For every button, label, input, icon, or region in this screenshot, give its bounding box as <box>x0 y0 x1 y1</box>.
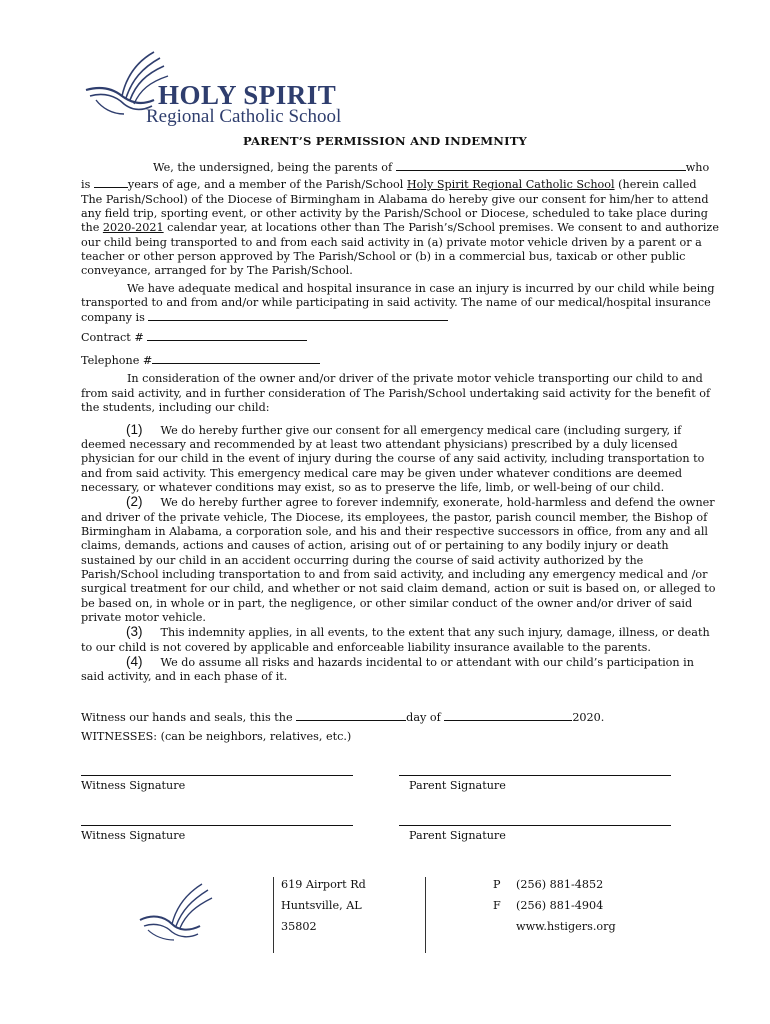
witness-date-line: Witness our hands and seals, this the day of 2020. <box>81 711 605 724</box>
contract-label: Contract # <box>81 330 144 344</box>
address-zip: 35802 <box>281 920 317 933</box>
logo-subtitle: Regional Catholic School <box>146 106 342 127</box>
insurance-company-field[interactable] <box>148 310 448 321</box>
parent-signature-label-1: Parent Signature <box>409 779 506 792</box>
clause-3: (3) This indemnity applies, in all events, to the extent that any such injury, damage, illness, or death to our child is not covered by applicable and enforceable liability insurance available to the parents. <box>81 624 710 654</box>
clause-2: (2) We do hereby further agree to forever indemnify, exonerate, hold-harmless and defend the owner and driver of the private vehicle, The Diocese, its employees, the pastor, parish council member, the Bishop of Birmingham in Alabama, a corporation sole, and his and their respective successors in office, from any and all claims, demands, actions and causes of action, arising out of or pertaining to any bodily injury or death sustained by our child in an accident occurring during the course of said activity authorized by the Parish/School including transportation to and from said activity, and including any emergency medical and /or surgical treatment for our child, and whether or not said claim demand, action or suit is based on, or alleged to be based on, in whole or in part, the negligence, or other similar conduct of the owner and/or driver of said private motor vehicle. <box>81 494 716 624</box>
who-text: who <box>685 161 710 174</box>
telephone-line <box>81 353 719 368</box>
footer-contact-labels <box>493 874 501 916</box>
school-name: Holy Spirit Regional Catholic School <box>406 178 615 192</box>
footer-dove-icon <box>138 880 218 944</box>
address-street: 619 Airport Rd <box>281 878 366 891</box>
day-field[interactable] <box>296 710 406 721</box>
footer-divider-right <box>425 877 426 953</box>
parent-signature-line-2[interactable] <box>399 825 671 826</box>
witnesses-note: WITNESSES: (can be neighbors, relatives, etc.) <box>81 730 352 743</box>
telephone-field[interactable] <box>152 353 320 364</box>
parents-label: We, the undersigned, being the parents of <box>153 161 393 174</box>
contract-line <box>81 330 719 345</box>
fax-number: (256) 881-4904 <box>516 899 604 912</box>
consent-paragraph: is years of age, and a member of the Parish/School Holy Spirit Regional Catholic School (herein called The Parish/School) of the Diocese of Birmingham in Alabama do hereby give our consent for him/her to attend any field trip, sporting event, or other activity by the Parish/School or Diocese, scheduled to take place during the 2020-2021 calendar year, at locations other than The Parish’s/School premises. We consent to and authorize our child being transported to and from each said activity in (a) private motor vehicle driven by a parent or a teacher or other person approved by The Parish/School or (b) in a commercial bus, taxicab or other public conveyance, arranged for by The Parish/School. <box>81 178 719 278</box>
document-body <box>81 160 719 685</box>
insurance-paragraph: We have adequate medical and hospital insurance in case an injury is incurred by our child while being transported to and from and/or while participating in said activity. The name of our medical/hospital insurance company is <box>81 281 715 325</box>
parent-signature-label-2: Parent Signature <box>409 829 506 842</box>
address-city: Huntsville, AL <box>281 899 362 912</box>
is-text: is <box>81 178 91 192</box>
contract-field[interactable] <box>147 330 307 341</box>
logo-title: HOLY SPIRIT <box>158 80 337 110</box>
fax-label: F <box>493 899 501 912</box>
footer-divider-left <box>273 877 274 953</box>
witness-signature-label-1: Witness Signature <box>81 779 186 792</box>
phone-number: (256) 881-4852 <box>516 878 604 891</box>
telephone-label: Telephone # <box>81 354 153 368</box>
witness-signature-line-1[interactable] <box>81 775 353 776</box>
witness-signature-line-2[interactable] <box>81 825 353 826</box>
phone-label: P <box>493 878 501 891</box>
footer-address <box>281 874 366 937</box>
month-field[interactable] <box>444 710 572 721</box>
website-link[interactable]: www.hstigers.org <box>516 920 616 933</box>
clause-1: (1) We do hereby further give our consent for all emergency medical care (including surgery, if deemed necessary and recommended by at least two attendant physicians) prescribed by a duly licensed physician for our child in the event of injury during the course of any said activity, including transportation to and from said activity. This emergency medical care may be given under whatever conditions are deemed necessary, or whatever conditions may exist, so as to preserve the life, limb, or well-being of our child. <box>81 421 705 494</box>
parents-line <box>81 160 719 175</box>
footer-contact <box>516 874 616 937</box>
age-field[interactable] <box>94 177 128 188</box>
clause-4: (4) We do assume all risks and hazards incidental to or attendant with our child’s participation in said activity, and in each phase of it. <box>81 654 694 684</box>
school-year: 2020-2021 <box>102 221 164 235</box>
witness-signature-label-2: Witness Signature <box>81 829 186 842</box>
document-title: PARENT’S PERMISSION AND INDEMNITY <box>242 134 528 148</box>
parent-signature-line-1[interactable] <box>399 775 671 776</box>
consideration-paragraph: In consideration of the owner and/or driver of the private motor vehicle transporting our child to and from said activity, and in further consideration of The Parish/School undertaking said activity for the benefit of the students, including our child: <box>81 372 711 415</box>
child-name-field[interactable] <box>396 160 686 171</box>
